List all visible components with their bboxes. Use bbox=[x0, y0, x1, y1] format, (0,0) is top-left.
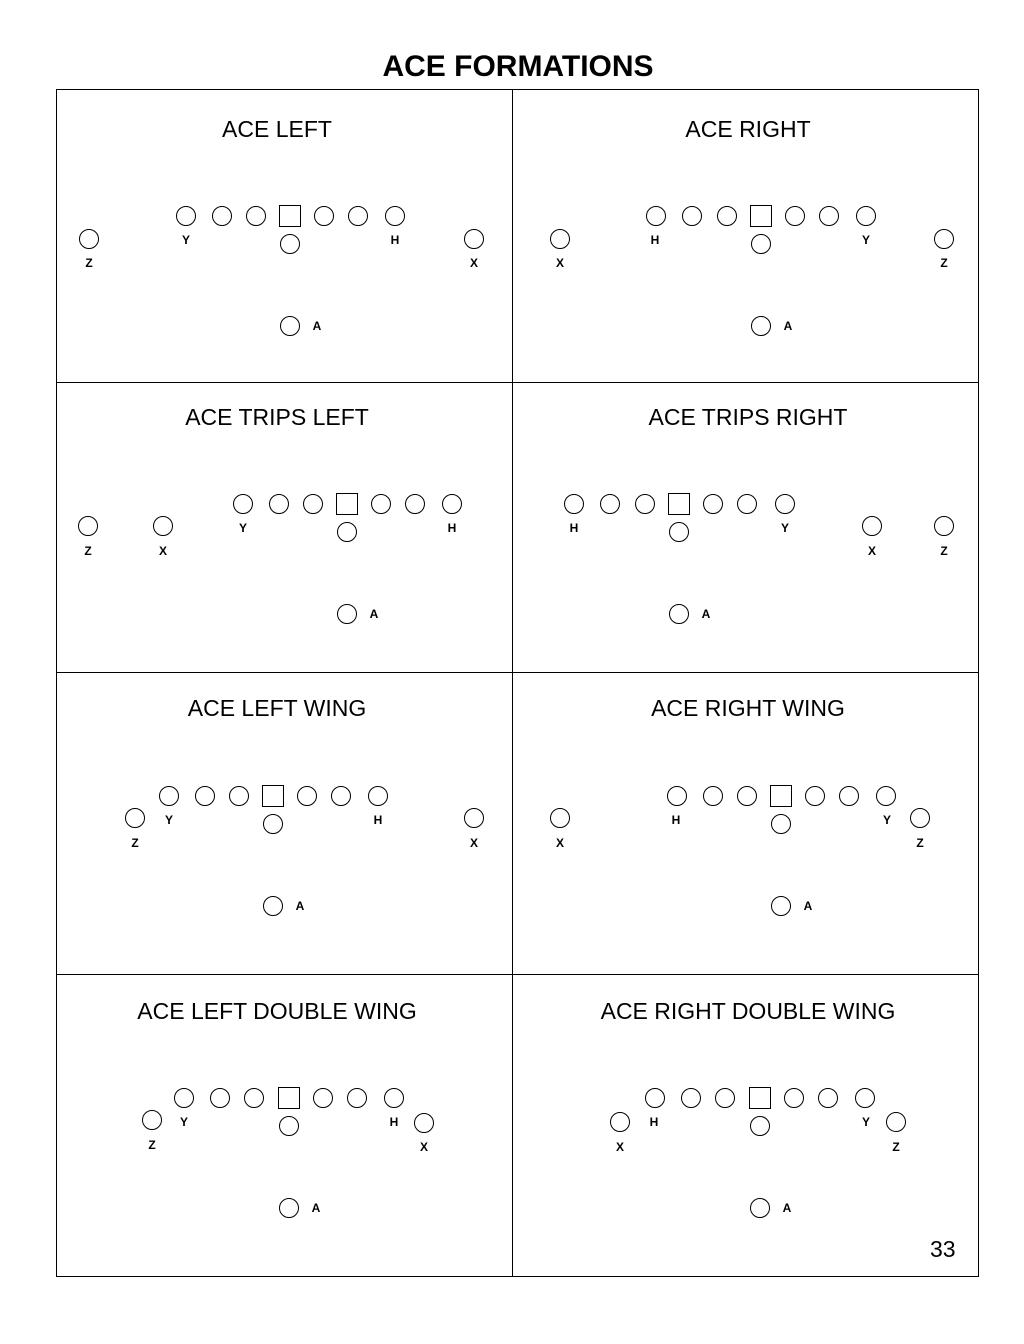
player-y bbox=[855, 1088, 875, 1108]
player-a bbox=[337, 604, 357, 624]
lineman bbox=[331, 786, 351, 806]
center-square bbox=[278, 1087, 300, 1109]
player-x bbox=[862, 516, 882, 536]
player-h bbox=[384, 1088, 404, 1108]
lineman bbox=[371, 494, 391, 514]
lineman bbox=[297, 786, 317, 806]
quarterback bbox=[280, 234, 300, 254]
player-label: Y bbox=[882, 813, 892, 827]
formation-title: ACE RIGHT DOUBLE WING bbox=[600, 998, 896, 1024]
formation-title: ACE TRIPS RIGHT bbox=[648, 404, 848, 430]
formation-title: ACE RIGHT WING bbox=[651, 695, 845, 721]
lineman bbox=[195, 786, 215, 806]
page-title: ACE FORMATIONS bbox=[382, 50, 654, 83]
player-label: X bbox=[469, 836, 479, 850]
grid-divider-row-3 bbox=[56, 974, 979, 975]
lineman bbox=[212, 206, 232, 226]
lineman bbox=[737, 786, 757, 806]
player-label: Z bbox=[148, 1138, 156, 1152]
player-label: A bbox=[803, 899, 813, 913]
player-a bbox=[279, 1198, 299, 1218]
player-label: Y bbox=[861, 1115, 871, 1129]
formation-title: ACE LEFT DOUBLE WING bbox=[137, 998, 417, 1024]
center-square bbox=[749, 1087, 771, 1109]
lineman bbox=[839, 786, 859, 806]
player-a bbox=[750, 1198, 770, 1218]
lineman bbox=[303, 494, 323, 514]
lineman bbox=[600, 494, 620, 514]
lineman bbox=[819, 206, 839, 226]
player-label: Z bbox=[84, 544, 92, 558]
player-label: X bbox=[555, 836, 565, 850]
center-square bbox=[262, 785, 284, 807]
lineman bbox=[681, 1088, 701, 1108]
player-label: Y bbox=[780, 521, 790, 535]
player-y bbox=[856, 206, 876, 226]
center-square bbox=[750, 205, 772, 227]
player-label: Z bbox=[85, 256, 93, 270]
player-z bbox=[934, 229, 954, 249]
player-label: Z bbox=[940, 544, 948, 558]
formation-title: ACE LEFT bbox=[222, 116, 332, 142]
player-label: A bbox=[295, 899, 305, 913]
player-label: A bbox=[782, 1201, 792, 1215]
player-label: H bbox=[389, 1115, 399, 1129]
center-square bbox=[279, 205, 301, 227]
lineman bbox=[635, 494, 655, 514]
quarterback bbox=[750, 1116, 770, 1136]
center-square bbox=[770, 785, 792, 807]
player-label: H bbox=[649, 1115, 659, 1129]
center-square bbox=[336, 493, 358, 515]
player-label: X bbox=[158, 544, 168, 558]
player-label: A bbox=[311, 1201, 321, 1215]
player-z bbox=[79, 229, 99, 249]
quarterback bbox=[751, 234, 771, 254]
player-x bbox=[550, 229, 570, 249]
formation-title: ACE TRIPS LEFT bbox=[185, 404, 369, 430]
lineman bbox=[314, 206, 334, 226]
player-label: H bbox=[671, 813, 681, 827]
lineman bbox=[269, 494, 289, 514]
quarterback bbox=[337, 522, 357, 542]
player-label: Z bbox=[940, 256, 948, 270]
player-label: H bbox=[373, 813, 383, 827]
lineman bbox=[682, 206, 702, 226]
lineman bbox=[715, 1088, 735, 1108]
player-label: A bbox=[783, 319, 793, 333]
player-y bbox=[876, 786, 896, 806]
center-square bbox=[668, 493, 690, 515]
player-a bbox=[751, 316, 771, 336]
quarterback bbox=[263, 814, 283, 834]
player-label: H bbox=[569, 521, 579, 535]
player-label: Y bbox=[861, 233, 871, 247]
player-z bbox=[910, 808, 930, 828]
player-h bbox=[385, 206, 405, 226]
player-x bbox=[464, 808, 484, 828]
lineman bbox=[347, 1088, 367, 1108]
player-label: X bbox=[555, 256, 565, 270]
player-a bbox=[669, 604, 689, 624]
lineman bbox=[805, 786, 825, 806]
player-label: X bbox=[469, 256, 479, 270]
player-label: Y bbox=[164, 813, 174, 827]
player-h bbox=[667, 786, 687, 806]
page-number: 33 bbox=[930, 1236, 956, 1262]
player-label: Y bbox=[179, 1115, 189, 1129]
lineman bbox=[348, 206, 368, 226]
quarterback bbox=[279, 1116, 299, 1136]
lineman bbox=[737, 494, 757, 514]
player-a bbox=[263, 896, 283, 916]
lineman bbox=[313, 1088, 333, 1108]
player-h bbox=[442, 494, 462, 514]
player-label: H bbox=[447, 521, 457, 535]
player-label: Y bbox=[238, 521, 248, 535]
formation-title: ACE RIGHT bbox=[685, 116, 811, 142]
player-y bbox=[176, 206, 196, 226]
player-h bbox=[564, 494, 584, 514]
lineman bbox=[785, 206, 805, 226]
lineman bbox=[818, 1088, 838, 1108]
grid-divider-row-1 bbox=[56, 382, 979, 383]
player-label: A bbox=[701, 607, 711, 621]
formation-grid bbox=[56, 89, 979, 1277]
player-z bbox=[78, 516, 98, 536]
lineman bbox=[703, 494, 723, 514]
quarterback bbox=[771, 814, 791, 834]
player-x bbox=[550, 808, 570, 828]
player-h bbox=[645, 1088, 665, 1108]
player-a bbox=[771, 896, 791, 916]
lineman bbox=[784, 1088, 804, 1108]
quarterback bbox=[669, 522, 689, 542]
lineman bbox=[405, 494, 425, 514]
player-a bbox=[280, 316, 300, 336]
lineman bbox=[703, 786, 723, 806]
player-x bbox=[464, 229, 484, 249]
lineman bbox=[210, 1088, 230, 1108]
player-x bbox=[153, 516, 173, 536]
player-z bbox=[125, 808, 145, 828]
player-label: H bbox=[390, 233, 400, 247]
grid-divider-row-2 bbox=[56, 672, 979, 673]
player-h bbox=[368, 786, 388, 806]
player-z bbox=[886, 1112, 906, 1132]
player-x bbox=[610, 1112, 630, 1132]
player-label: X bbox=[615, 1140, 625, 1154]
player-y bbox=[775, 494, 795, 514]
player-y bbox=[233, 494, 253, 514]
lineman bbox=[229, 786, 249, 806]
player-label: Z bbox=[892, 1140, 900, 1154]
player-label: A bbox=[369, 607, 379, 621]
player-h bbox=[646, 206, 666, 226]
player-label: X bbox=[867, 544, 877, 558]
player-y bbox=[159, 786, 179, 806]
formation-title: ACE LEFT WING bbox=[187, 695, 367, 721]
player-x bbox=[414, 1113, 434, 1133]
player-z bbox=[934, 516, 954, 536]
lineman bbox=[246, 206, 266, 226]
grid-divider-vertical bbox=[512, 89, 513, 1277]
player-label: Y bbox=[181, 233, 191, 247]
player-y bbox=[174, 1088, 194, 1108]
player-label: Z bbox=[916, 836, 924, 850]
lineman bbox=[717, 206, 737, 226]
player-label: X bbox=[419, 1140, 429, 1154]
player-z bbox=[142, 1110, 162, 1130]
player-label: Z bbox=[131, 836, 139, 850]
player-label: H bbox=[650, 233, 660, 247]
player-label: A bbox=[312, 319, 322, 333]
lineman bbox=[244, 1088, 264, 1108]
